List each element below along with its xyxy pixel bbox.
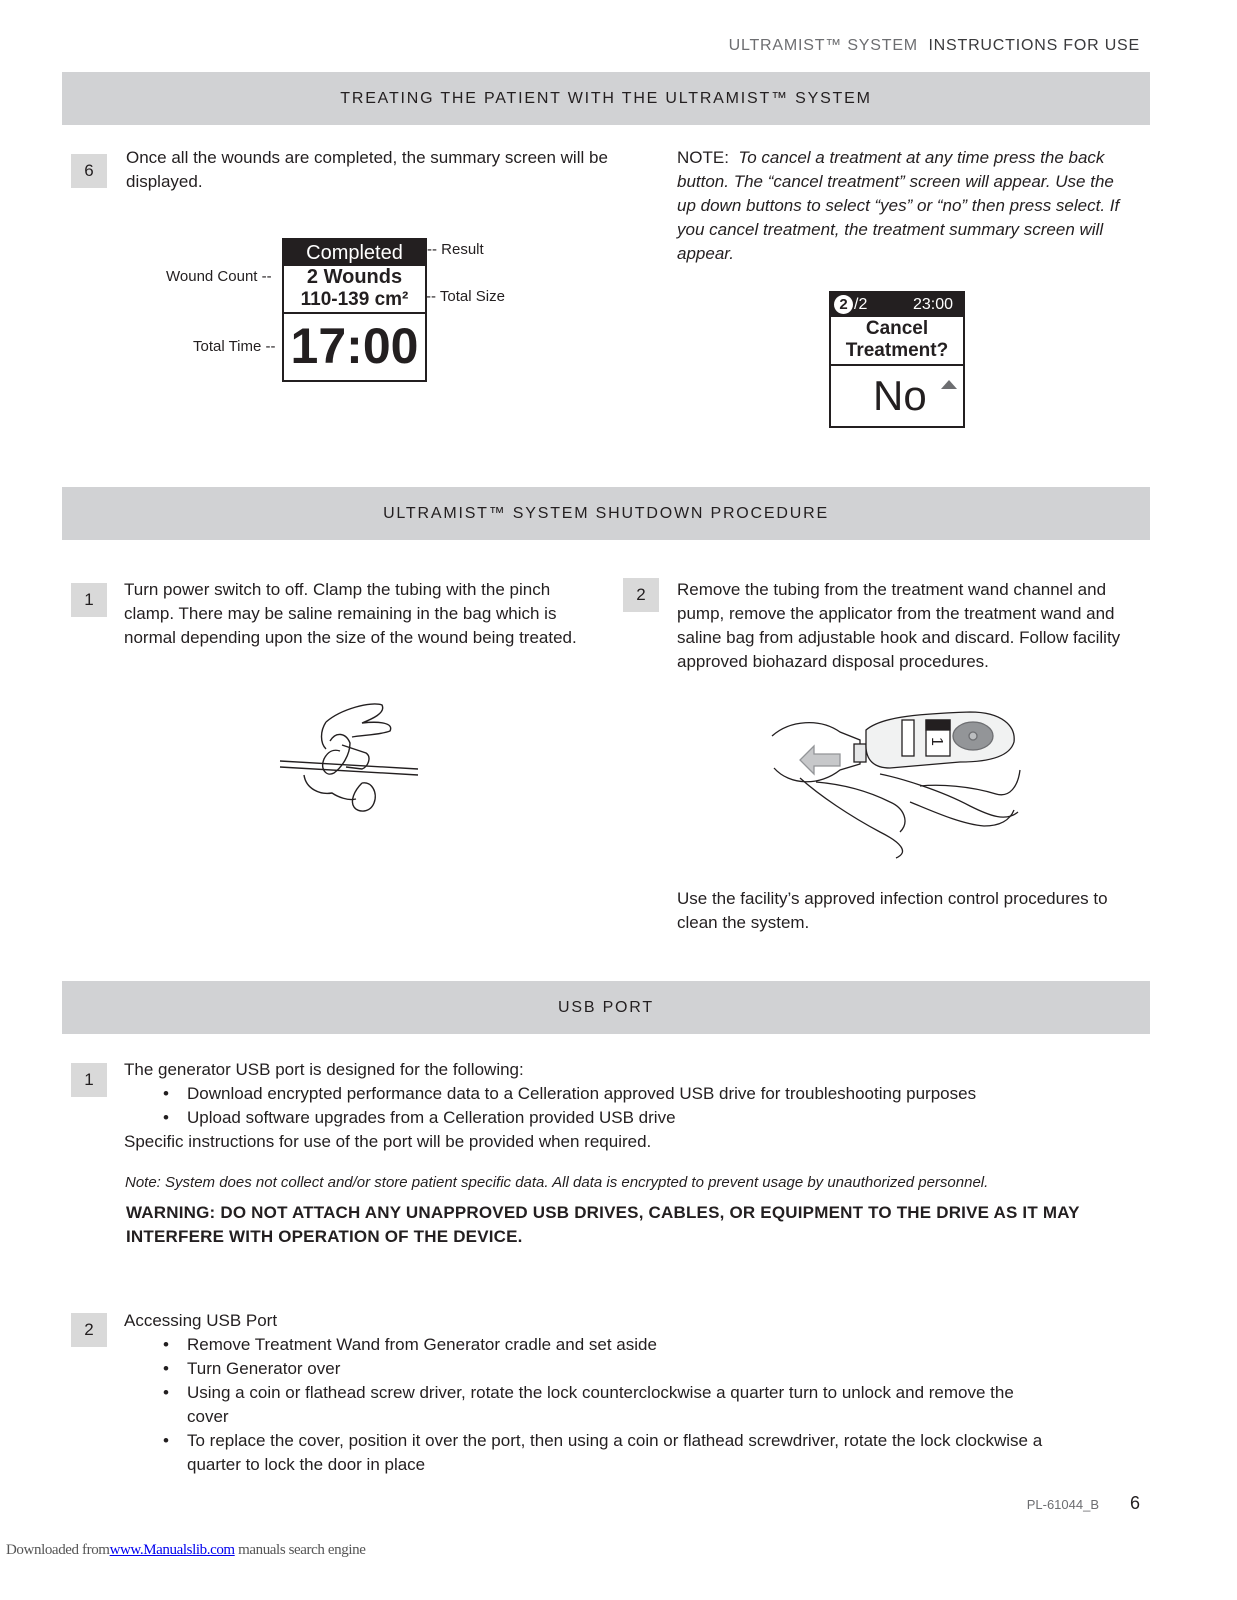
page-number: 6 — [1129, 1493, 1140, 1513]
cancel-line-2: Treatment? — [831, 340, 963, 366]
treatment-wand-illustration — [770, 706, 1022, 860]
wound-number-icon: 2 — [834, 295, 853, 314]
list-item: • To replace the cover, position it over the port, then using a coin or flathead screwdriver, rotate the lock clockwise a quarter to lock the door in place — [187, 1429, 1047, 1477]
usb-step-1-outro: Specific instructions for use of the port will be provided when required. — [124, 1132, 652, 1151]
summary-result: Completed — [284, 240, 425, 266]
list-item: • Upload software upgrades from a Celleration provided USB drive — [187, 1106, 1124, 1130]
download-suffix: manuals search engine — [234, 1542, 366, 1558]
up-arrow-icon — [941, 380, 957, 390]
step-number-badge: 2 — [71, 1313, 107, 1347]
callout-wound-count: Wound Count -- — [166, 268, 272, 285]
usb-step-2-list — [124, 1333, 1047, 1477]
pinch-clamp-illustration — [276, 697, 422, 817]
manualslib-link[interactable]: www.Manualslib.com — [109, 1542, 235, 1558]
cancel-choice: No — [873, 372, 927, 419]
summary-total-size: 110-139 cm² — [284, 288, 425, 314]
step-number-badge: 1 — [71, 1063, 107, 1097]
download-prefix: Downloaded from — [6, 1542, 110, 1558]
callout-total-time: Total Time -- — [193, 338, 276, 355]
header-brand: ULTRAMIST™ SYSTEM — [728, 37, 918, 54]
list-item: • Remove Treatment Wand from Generator cradle and set aside — [187, 1333, 1047, 1357]
step-text: Remove the tubing from the treatment wand channel and pump, remove the applicator from the treatment wand and saline bag from adjustable hook and discard. Follow facility approved biohazard disposal procedures. — [677, 580, 1121, 671]
cancel-line-1: Cancel — [865, 318, 929, 339]
cancel-screen-timer: 23:00 — [912, 296, 953, 313]
note-label: NOTE: — [677, 148, 729, 167]
step-text: Once all the wounds are completed, the summary screen will be displayed. — [126, 148, 608, 191]
page-header — [729, 37, 1140, 55]
cancel-screen-status-bar — [831, 293, 963, 317]
summary-total-time: 17:00 — [290, 318, 419, 374]
document-code: PL-61044_B — [1026, 1497, 1099, 1512]
usb-step-2-intro: Accessing USB Port — [124, 1311, 278, 1330]
callout-result: -- Result — [427, 241, 484, 258]
step-text: Turn power switch to off. Clamp the tubing with the pinch clamp. There may be saline remaining in the bag which is normal depending upon the size of the wound being treated. — [124, 580, 577, 647]
section-title-shutdown: ULTRAMIST™ SYSTEM SHUTDOWN PROCEDURE — [62, 487, 1150, 540]
cancel-treatment-screen — [829, 291, 965, 428]
usb-step-1 — [124, 1058, 1124, 1154]
note-text: To cancel a treatment at any time press the back button. The “cancel treatment” screen will appear. Use the up down buttons to select “yes” or “no” then press select. If you cancel treatment, the treatment summary screen will appear. — [677, 148, 1120, 263]
download-credit — [6, 1542, 365, 1559]
step-number-badge: 6 — [71, 154, 107, 188]
summary-screen — [282, 238, 427, 382]
callout-total-size: -- Total Size — [426, 288, 505, 305]
step-number-badge: 1 — [71, 583, 107, 617]
header-doc-type: INSTRUCTIONS FOR USE — [928, 37, 1140, 54]
usb-step-1-list — [124, 1082, 1124, 1130]
step-number-badge: 2 — [623, 578, 659, 612]
section-title-usb-port: USB PORT — [62, 981, 1150, 1034]
wand-display-value: 1 — [928, 737, 945, 746]
section-title-treating: TREATING THE PATIENT WITH THE ULTRAMIST™ SYSTEM — [62, 72, 1150, 125]
cancel-note — [677, 146, 1132, 266]
list-item: • Download encrypted performance data to a Celleration approved USB drive for troubleshooting purposes — [187, 1082, 1124, 1106]
list-item: • Turn Generator over — [187, 1357, 1047, 1381]
usb-warning: WARNING: DO NOT ATTACH ANY UNAPPROVED USB DRIVES, CABLES, OR EQUIPMENT TO THE DRIVE AS IT MAY INTERFERE WITH OPERATION OF THE DEVICE. — [126, 1203, 1080, 1246]
usb-step-1-intro: The generator USB port is designed for the following: — [124, 1060, 524, 1079]
wound-total: /2 — [854, 296, 868, 313]
summary-wound-count: 2 Wounds — [306, 266, 403, 288]
usb-step-2 — [124, 1309, 1124, 1477]
list-item: • Using a coin or flathead screw driver, rotate the lock counterclockwise a quarter turn to unlock and remove the cover — [187, 1381, 1047, 1429]
usb-data-note: Note: System does not collect and/or store patient specific data. All data is encrypted to prevent usage by unauthorized personnel. — [125, 1174, 989, 1191]
cleaning-instructions: Use the facility’s approved infection control procedures to clean the system. — [677, 889, 1108, 932]
